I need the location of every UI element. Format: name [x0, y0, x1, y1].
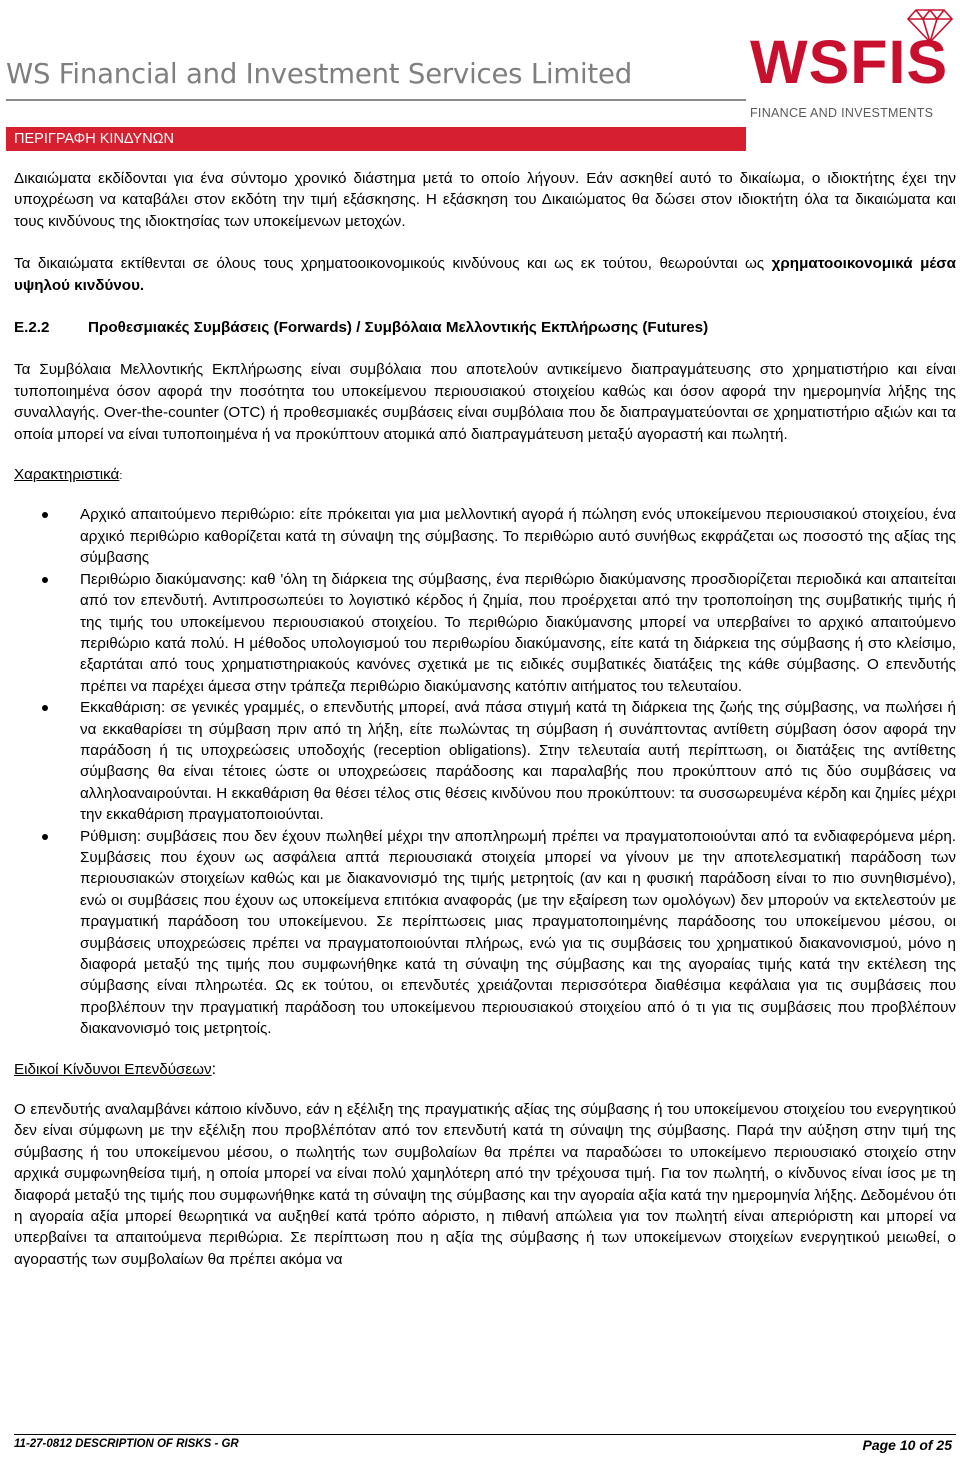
list-item — [14, 569, 956, 697]
characteristics-heading-text: Χαρακτηριστικά — [14, 466, 120, 484]
bullet-icon — [42, 705, 48, 711]
section-heading — [14, 317, 956, 338]
special-risks-heading — [14, 1059, 956, 1080]
list-item — [14, 504, 956, 568]
characteristics-heading-suffix: : — [119, 470, 123, 483]
characteristics-heading — [14, 464, 956, 485]
section-body: Τα Συμβόλαια Μελλοντικής Εκπλήρωσης είναι συμβόλαια που αποτελούν αντικείμενο διαπραγμάτευσης στο χρηματιστήριο και είναι τυποποιημένα όσον αφορά την ποσότητα του υποκείμενου περιουσιακού στοιχείου καθώς και όσον αφορά την ημερομηνία λήξης της συναλλαγής. Over-the-counter (OTC) ή προθεσμιακές συμβάσεις είναι συμβόλαια που δε διαπραγματεύονται σε χρηματιστήριο αξιών και τα οποία μπορεί να είναι τυποποιημένα ή να προκύπτουν ατομικά από διαπραγμάτευση μεταξύ αγοραστή και πωλητή. — [14, 361, 956, 443]
bullet-icon — [42, 834, 48, 840]
company-logo — [748, 6, 958, 122]
list-item-text: Αρχικό απαιτούμενο περιθώριο: είτε πρόκειται για μια μελλοντική αγορά ή πώληση ενός υποκείμενου περιουσιακού στοιχείου, ένα αρχικό περιθώριο καθορίζεται κατά τη σύναψη της σύμβασης. Το περιθώριο αυτό συνήθως εκφράζεται ως ποσοστό της αξίας της σύμβασης — [80, 506, 956, 567]
bullet-icon — [42, 512, 48, 518]
special-risks-heading-text: Ειδικοί Κίνδυνοι Επενδύσεων — [14, 1060, 212, 1078]
risk-paragraph-text: Τα δικαιώματα εκτίθενται σε όλους τους χρηματοοικονομικούς κινδύνους και ως εκ τούτου, θεωρούνται ως — [14, 255, 765, 273]
footer-rule — [14, 1434, 956, 1435]
logo-wordmark: WSFIS — [750, 28, 949, 96]
risk-paragraph — [14, 253, 956, 296]
list-item-text: Ρύθμιση: συμβάσεις που δεν έχουν πωληθεί μέχρι την αποπληρωμή πρέπει να πραγματοποιούνται από τα ενδιαφερόμενα μέρη. Συμβάσεις που έχουν ως ασφάλεια απτά περιουσιακά στοιχεία μπορεί να γίνουν με την αποτελεσματική παράδοση των περιουσιακών στοιχείων καθώς και με διακανονισμό της τιμής μετρητοίς (αν και η φυσική παράδοση είναι το πιο συνηθισμένο), ενώ οι συμβάσεις που έχουν ως υποκείμενα επιτόκια αναφοράς (με την εξαίρεση των ομολόγων) δεν μπορούν να εκτελεστούν με πραγματική παράδοση του υποκείμενου. Σε περίπτωσεις μιας πραγματοποιημένης παράδοσης του υποκείμενου μέσου, οι συμβάσεις υποχρεώσεις πρέπει να πραγματοποιούνται πλήρως, ενώ για τις συμβάσεις του χρηματικού διακανονισμού, μόνο η διαφορά μεταξύ της τιμής που συμφωνήθηκε κατά τη σύναψη της σύμβασης και της αγοραίας τιμής κατά την εκτέλεση της σύμβασης είναι πληρωτέα. Ως εκ τούτου, οι επενδυτές χρειάζονται περισσότερα διαθέσιμα κεφάλαια για τις συμβάσεις που προβλέπουν την πραγματική παράδοση του υποκείμενου περιουσιακού στοιχείου από ό τι για τις συμβάσεις που προβλέπουν διακανονισμό τοις μετρητοίς. — [80, 827, 956, 1038]
bullet-icon — [42, 577, 48, 583]
section-number: E.2.2 — [14, 319, 50, 337]
intro-paragraph: Δικαιώματα εκδίδονται για ένα σύντομο χρονικό διάστημα μετά το οποίο λήγουν. Εάν ασκηθεί αυτό το δικαίωμα, ο ιδιοκτήτης έχει την υποχρέωση να καταβάλει στον εκδότη την τιμή εξάσκησης. Η εξάσκηση του Δικαιώματος θα δώσει στον ιδιοκτήτη όλα τα δικαιώματα και τους κινδύνους της ιδιοκτησίας των υποκείμενων μετοχών. — [14, 170, 956, 230]
logo-subtitle: FINANCE AND INVESTMENTS — [750, 106, 934, 120]
section-banner — [6, 127, 746, 151]
special-risks-body: Ο επενδυτής αναλαμβάνει κάποιο κίνδυνο, εάν η εξέλιξη της πραγματικής αξίας της σύμβασης ή του υποκείμενου στοιχείου του ενεργητικού δεν είναι σύμφωνη με την εξέλιξη που προβλέπόταν από τον επενδυτή κατά τη σύναψη της σύμβασης. Παρά την αύξηση στην τιμή της σύμβασης ή του υποκείμενου μέσου, ο πωλητής των συμβολαίων θα πρέπει να παραδώσει το υποκείμενο περιουσιακό στοιχείο στην αρχικά συμφωνηθείσα τιμή, η οποία μπορεί να είναι πολύ χαμηλότερη από την τρέχουσα τιμή. Για τον πωλητή, ο κίνδυνος είναι ίσος με τη διαφορά μεταξύ της τιμής που συμφωνήθηκε κατά τη σύναψη της σύμβασης και την αγοραία αξία κατά την ημερομηνία λήξης. Δεδομένου ότι η αγοραία αξία μπορεί θεωρητικά να αυξηθεί κατά τρόπο αόριστο, η πιθανή απώλεια για τον πωλητή είναι απεριόριστη και μπορεί να υπερβαίνει τα απαιτούμενα περιθώρια. Σε περίπτωση που η αξία της σύμβασης ή των υποκείμενων στοιχείων ενεργητικού μειωθεί, ο αγοραστής των συμβολαίων θα πρέπει ακόμα να — [14, 1101, 956, 1268]
section-title: Προθεσμιακές Συμβάσεις (Forwards) / Συμβόλαια Μελλοντικής Εκπλήρωσης (Futures) — [88, 319, 709, 337]
header-rule — [6, 99, 746, 101]
footer-page-number: Page 10 of 25 — [862, 1437, 952, 1453]
page-header — [0, 0, 960, 125]
company-name: WS Financial and Investment Services Limited — [6, 58, 632, 90]
footer-doc-id: 11-27-0812 DESCRIPTION OF RISKS - GR — [14, 1438, 239, 1450]
characteristics-list — [14, 504, 956, 1039]
list-item-text: Εκκαθάριση: σε γενικές γραμμές, ο επενδυτής μπορεί, ανά πάσα στιγμή κατά τη διάρκεια της ζωής της σύμβασης, να πωλήσει ή να εκκαθαρίσει τη σύμβαση πριν από τη λήξη, είτε πωλώντας τη σύμβαση ή συνάπτοντας αντίθετη σύμβαση όσον αφορά την παράδοση ή τις υποχρεώσεις υποδοχής (reception obligations). Στην τελευταία αυτή περίπτωση, οι διατάξεις της αντίθετης σύμβασης θα είναι τέτοιες ώστε οι υποχρεώσεις παράδοσης και παραλαβής που προκύπτουν από τις δύο συμβάσεις να αλληλοαναιρούνται. Η εκκαθάριση θα θέσει τέλος στις θέσεις κινδύνου που προκύπτουν: τα συσσωρευμένα κέρδη και ζημίες μέχρι την εκκαθάριση πραγματοποιούνται. — [80, 699, 956, 824]
list-item — [14, 826, 956, 1040]
list-item-text: Περιθώριο διακύμανσης: καθ 'όλη τη διάρκεια της σύμβασης, ένα περιθώριο διακύμανσης προσδιορίζεται περιοδικά και απαιτείται από τον επενδυτή. Αντιπροσωπεύει το λογιστικό κέρδος ή ζημία, που προέρχεται από την τροποποίηση της συμβατικής τιμής ή της τιμής του υποκείμενου περιουσιακού στοιχείου. Το περιθώριο διακύμανσης μπορεί να υπερβαίνει το αρχικό απαιτούμενο περιθώριο κατά πολύ. Η μέθοδος υπολογισμού του περιθωρίου διακύμανσης, είτε κατά τη διάρκεια της σύμβασης ή στο κλείσιμο, εξαρτάται από τους χρηματιστηριακούς κανόνες σχετικά με τις ειδικές συμβατικές διατάξεις της κάθε σύμβασης. Ο επενδυτής πρέπει να παρέχει άμεσα στην τράπεζα περιθώριο διακύμανσης κατόπιν αιτήματος του τελευταίου. — [80, 570, 956, 695]
document-body — [14, 168, 956, 1270]
special-risks-heading-suffix: : — [211, 1060, 217, 1078]
risk-paragraph-bold: χρηματοοικονομικά μέσα υψηλού κινδύνου. — [14, 255, 956, 294]
list-item — [14, 697, 956, 825]
banner-title: ΠΕΡΙΓΡΑΦΗ ΚΙΝΔΥΝΩΝ — [14, 131, 174, 147]
